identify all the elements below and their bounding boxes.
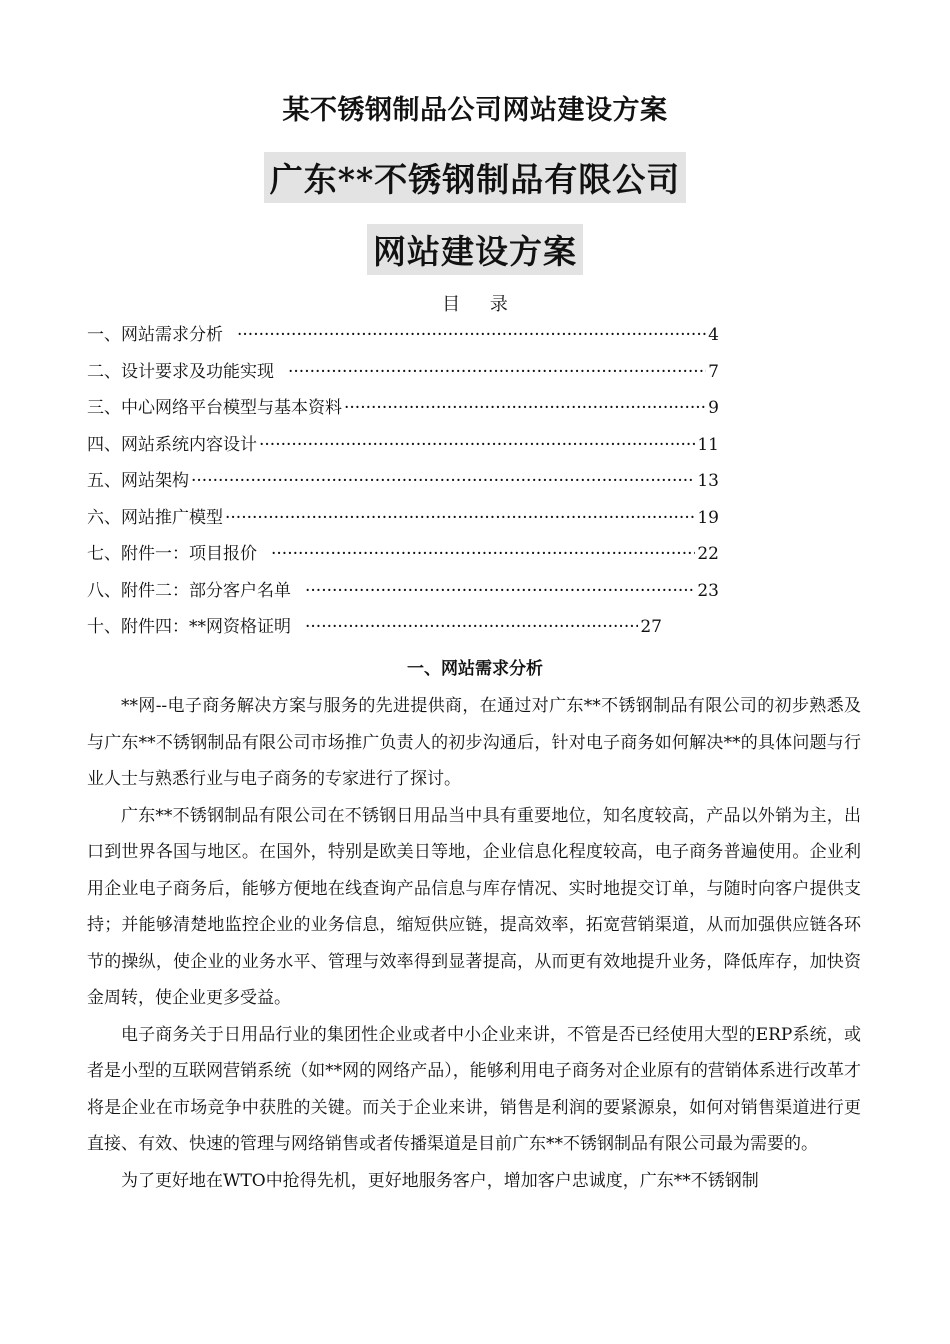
- body-paragraph: 为了更好地在WTO中抢得先机，更好地服务客户，增加客户忠诚度，广东**不锈钢制: [121, 1170, 759, 1191]
- toc-entry-label: 六、网站推广模型: [87, 507, 223, 528]
- toc-entry-label: 四、网站系统内容设计: [87, 434, 257, 455]
- toc-leader-dots: [271, 541, 695, 567]
- plan-title-banner: [0, 224, 950, 275]
- toc-leader-dots: [259, 432, 695, 458]
- toc-entry[interactable]: [87, 432, 719, 469]
- toc-entry[interactable]: [87, 541, 719, 578]
- toc-entry[interactable]: [87, 322, 719, 359]
- body-paragraph: 广东**不锈钢制品有限公司在不锈钢日用品当中具有重要地位，知名度较高，产品以外销为主，出口到世界各国与地区。在国外，特别是欧美日等地，企业信息化程度较高，电子商务普遍使用。企业利用企业电子商务后，能够方便地在线查询产品信息与库存情况、实时地提交订单，与随时向客户提供支持；并能够清楚地监控企业的业务信息，缩短供应链，提高效率，拓宽营销渠道，从而加强供应链各环节的操纵，使企业的业务水平、管理与效率得到显著提高，从而更有效地提升业务，降低库存，加快资金周转，使企业更多受益。: [87, 805, 861, 1008]
- toc-leader-dots: [344, 395, 706, 421]
- toc-entry[interactable]: [87, 468, 719, 505]
- table-of-contents: [87, 322, 727, 651]
- toc-entry-label: 五、网站架构: [87, 471, 189, 491]
- toc-leader-dots: [191, 468, 695, 494]
- toc-entry-label: 八、附件二：部分客户名单: [87, 580, 291, 601]
- toc-entry-label: 十、附件四：**网资格证明: [87, 617, 291, 637]
- toc-entry-page: 19: [697, 507, 719, 528]
- section-body: [87, 688, 861, 1199]
- toc-entry-page: 23: [697, 580, 719, 601]
- section-heading: 一、网站需求分析: [407, 659, 543, 679]
- toc-entry-page: 13: [697, 471, 719, 491]
- toc-leader-dots: [288, 359, 706, 385]
- body-paragraph: **网--电子商务解决方案与服务的先进提供商，在通过对广东**不锈钢制品有限公司的初步熟悉及与广东**不锈钢制品有限公司市场推广负责人的初步沟通后，针对电子商务如何解决**的具体问题与行业人士与熟悉行业与电子商务的专家进行了探讨。: [87, 696, 861, 789]
- toc-entry-label: 一、网站需求分析: [87, 325, 223, 345]
- toc-entry-label: 三、中心网络平台模型与基本资料: [87, 398, 342, 418]
- toc-entry-page: 7: [708, 361, 719, 382]
- toc-entry-page: 27: [640, 617, 662, 637]
- document-title: 某不锈钢制品公司网站建设方案: [282, 95, 668, 126]
- toc-entry[interactable]: [87, 614, 662, 651]
- toc-entry-label: 二、设计要求及功能实现: [87, 361, 274, 382]
- toc-leader-dots: [237, 322, 706, 348]
- toc-entry-page: 11: [697, 434, 719, 455]
- toc-leader-dots: [305, 614, 638, 640]
- toc-entry-label: 七、附件一：项目报价: [87, 544, 257, 564]
- toc-entry[interactable]: [87, 578, 719, 615]
- body-paragraph: 电子商务关于日用品行业的集团性企业或者中小企业来讲，不管是否已经使用大型的ERP系统，或者是小型的互联网营销系统（如**网的网络产品），能够利用电子商务对企业原有的营销体系进行改革才将是企业在市场竞争中获胜的关键。而关于企业来讲，销售是利润的要紧源泉，如何对销售渠道进行更直接、有效、快速的管理与网络销售或者传播渠道是目前广东**不锈钢制品有限公司最为需要的。: [87, 1024, 861, 1154]
- toc-leader-dots: [225, 505, 695, 531]
- company-name-banner: [0, 152, 950, 203]
- toc-leader-dots: [305, 578, 695, 604]
- toc-entry[interactable]: [87, 395, 719, 432]
- company-name-text: 广东**不锈钢制品有限公司: [264, 152, 687, 203]
- toc-entry[interactable]: [87, 359, 719, 396]
- toc-entry-page: 9: [708, 398, 719, 418]
- toc-heading: 目 录: [442, 294, 520, 315]
- toc-entry-page: 4: [708, 325, 719, 345]
- toc-entry[interactable]: [87, 505, 719, 542]
- toc-entry-page: 22: [697, 544, 719, 564]
- plan-title-text: 网站建设方案: [367, 224, 583, 275]
